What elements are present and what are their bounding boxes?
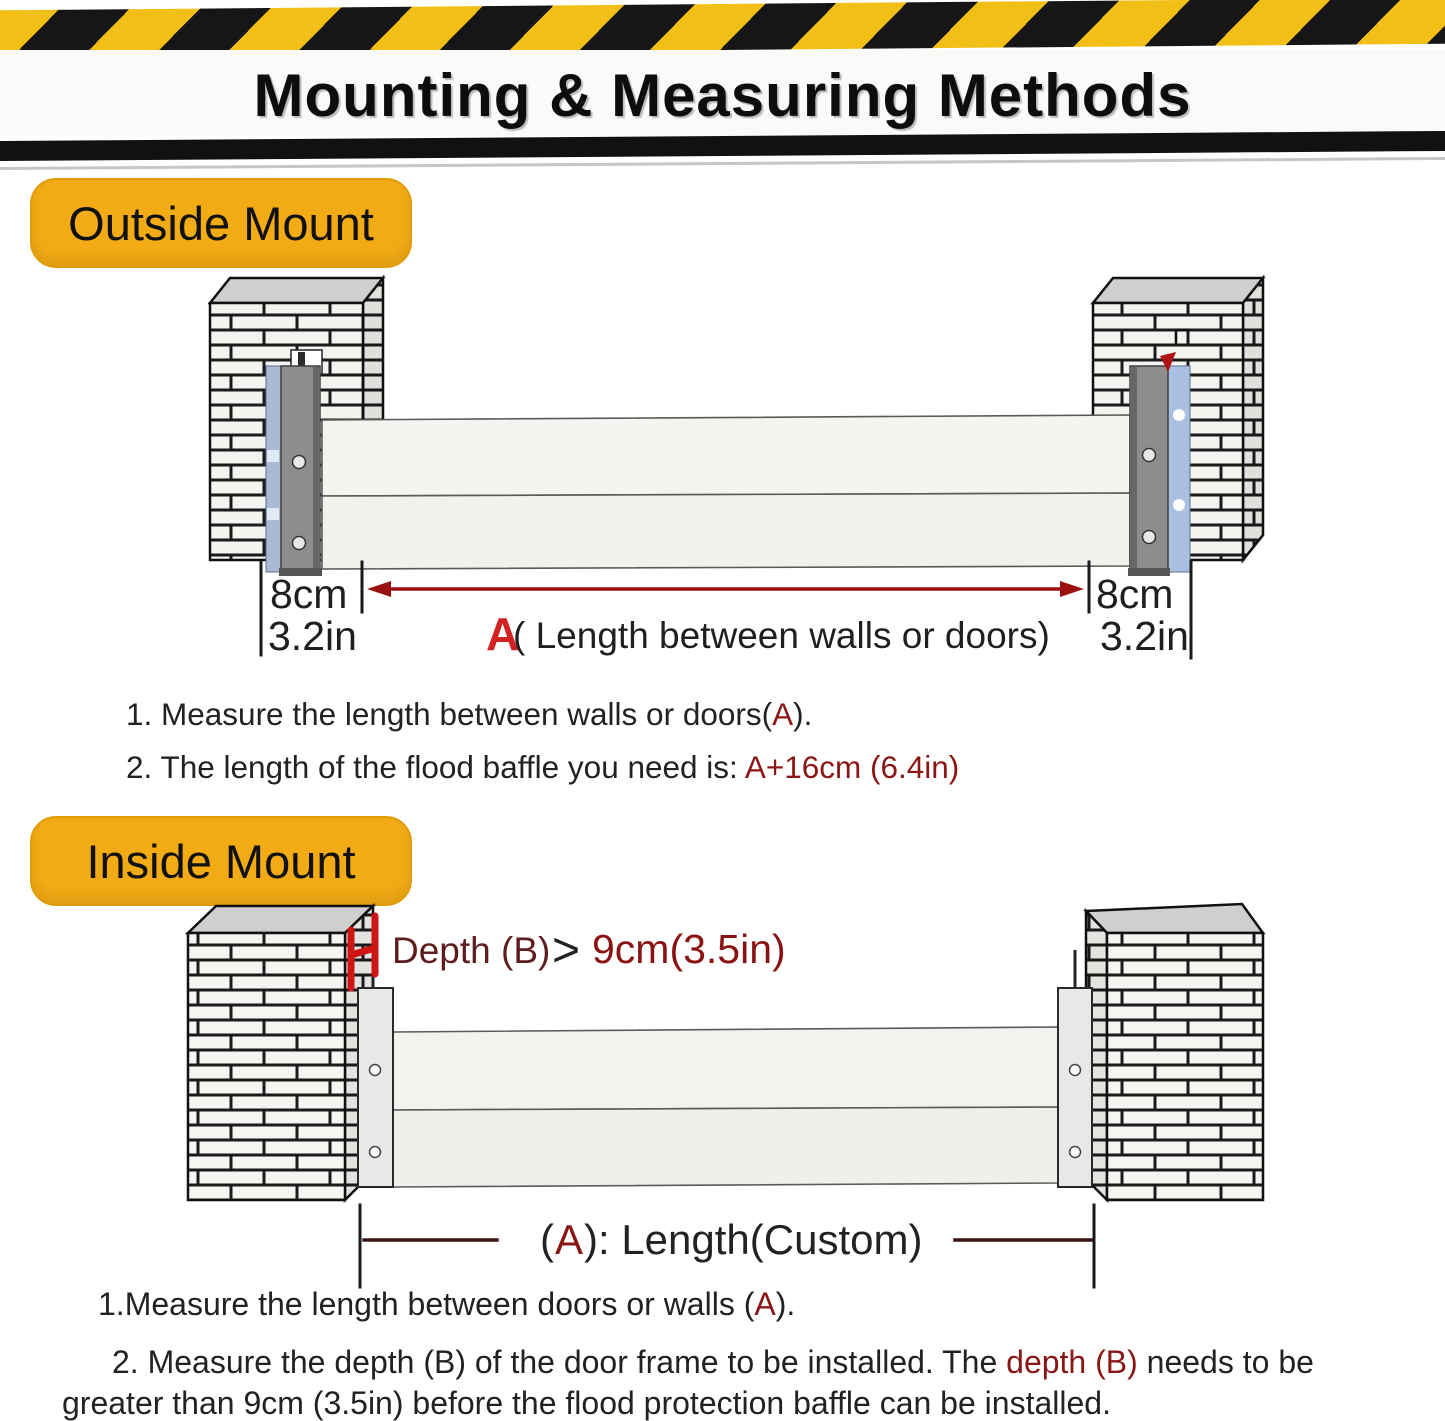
outside-instruction-2: 2. The length of the flood baffle you need is: A+16cm (6.4in)	[126, 749, 960, 785]
length-label-a: A	[555, 1216, 584, 1263]
inside-mount-badge	[30, 816, 412, 906]
left-brick-pillar	[188, 906, 373, 1200]
right-8cm-label: 8cm	[1096, 571, 1174, 617]
outside-mount-badge-label: Outside Mount	[68, 196, 374, 250]
barrier-top-panel	[322, 415, 1130, 496]
barrier-top-panel	[393, 1027, 1058, 1110]
depth-label: Depth (B)	[392, 930, 551, 971]
barrier-bottom-panel	[393, 1107, 1058, 1187]
outside-mount-badge	[30, 178, 412, 268]
length-open-paren: (	[540, 1216, 554, 1263]
inside-instruction-1: 1.Measure the length between doors or walls (A).	[98, 1286, 796, 1322]
left-mounting-channel	[279, 350, 322, 576]
hazard-stripe-banner	[0, 0, 1445, 56]
length-label-text: ( Length between walls or doors)	[513, 615, 1050, 656]
length-label-a: A	[486, 608, 520, 660]
outside-instruction-1: 1. Measure the length between walls or doors(A).	[126, 696, 813, 732]
left-seal-strip	[266, 366, 281, 572]
depth-value: 9cm(3.5in)	[592, 926, 786, 972]
outside-mount-diagram	[140, 262, 1310, 662]
left-8cm-label: 8cm	[270, 571, 348, 617]
right-seal-strip	[1168, 366, 1190, 572]
length-label-text: ): Length(Custom)	[584, 1216, 923, 1263]
inside-mount-diagram	[140, 895, 1370, 1295]
right-32in-label: 3.2in	[1100, 613, 1189, 659]
page-title: Mounting & Measuring Methods	[253, 62, 1192, 129]
flood-barrier	[393, 1027, 1058, 1187]
right-brick-pillar	[1086, 904, 1263, 1200]
outside-instructions	[126, 692, 1326, 789]
barrier-bottom-panel	[322, 493, 1130, 569]
flood-barrier	[322, 415, 1130, 569]
depth-gt-sign: >	[552, 924, 581, 977]
inside-instruction-2: 2. Measure the depth (B) of the door frame to be installed. The depth (B) needs to be greater than 9cm (3.5in) before the flood protection baffle can be installed.	[62, 1344, 1314, 1421]
inside-mount-badge-label: Inside Mount	[86, 834, 356, 888]
left-32in-label: 3.2in	[268, 613, 357, 659]
inside-instructions	[62, 1284, 1392, 1421]
